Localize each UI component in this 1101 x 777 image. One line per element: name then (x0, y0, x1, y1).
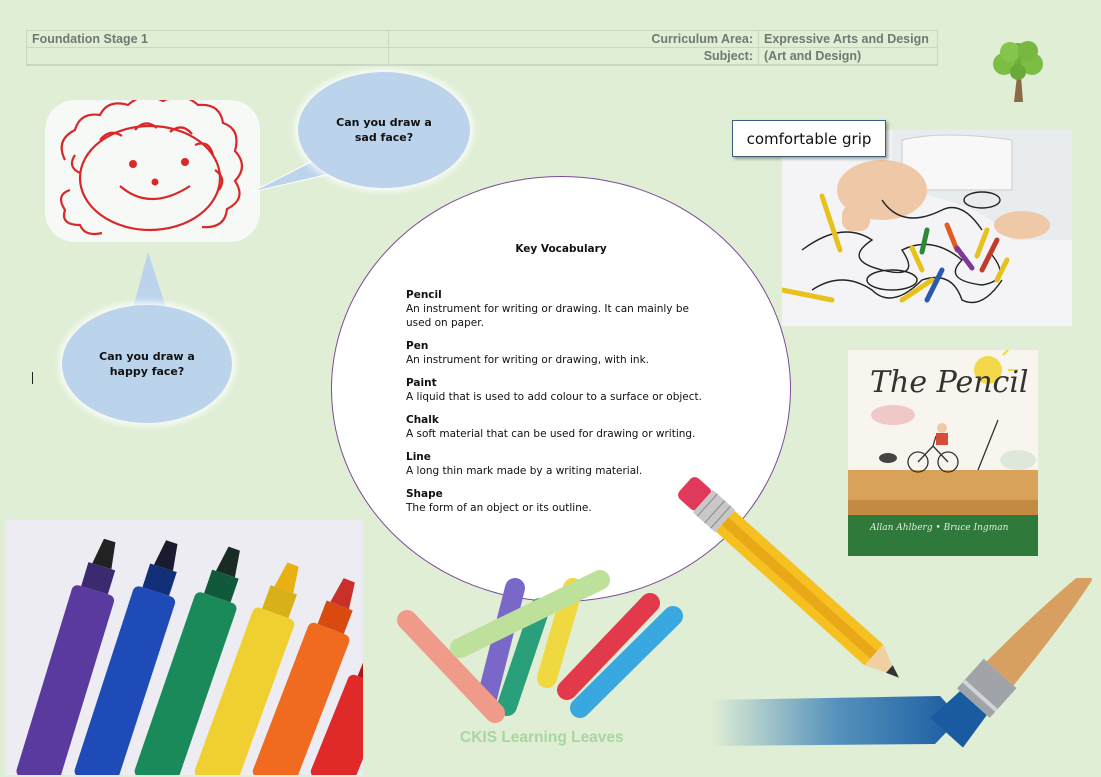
vocab-definition: An instrument for writing or drawing. It can mainly be used on paper. (406, 303, 689, 329)
header-table (26, 30, 938, 66)
vocab-entry (406, 450, 706, 478)
curriculum-value: Expressive Arts and Design (759, 31, 937, 48)
vocabulary-title: Key Vocabulary (515, 243, 607, 255)
vocab-entry (406, 413, 706, 441)
markers-photo (5, 520, 363, 775)
sad-face-bubble (298, 72, 470, 188)
vocab-definition: The form of an object or its outline. (406, 502, 592, 514)
stage-cell: Foundation Stage 1 (27, 31, 389, 48)
vocab-term: Paint (406, 377, 437, 389)
vocab-term: Pen (406, 340, 429, 352)
vocab-term: Line (406, 451, 431, 463)
svg-text:The Pencil: The Pencil (870, 365, 1029, 400)
vocab-term: Pencil (406, 289, 442, 301)
paintbrush (710, 578, 1100, 748)
vocab-term: Shape (406, 488, 443, 500)
empty-cell (27, 48, 389, 65)
sad-face-question: Can you draw a sad face? (336, 116, 432, 144)
vocab-entry (406, 339, 706, 367)
subject-label: Subject: (389, 48, 759, 65)
vocab-definition: An instrument for writing or drawing, with ink. (406, 354, 649, 366)
tree-icon (984, 38, 1052, 104)
comfortable-grip-callout: comfortable grip (732, 120, 886, 157)
curriculum-label: Curriculum Area: (389, 31, 759, 48)
subject-value: (Art and Design) (759, 48, 937, 65)
happy-face-bubble (62, 305, 232, 423)
footer-brand: CKIS Learning Leaves (460, 729, 624, 746)
vocab-entry (406, 376, 706, 404)
vocab-entry (406, 487, 706, 515)
vocab-definition: A liquid that is used to add colour to a surface or object. (406, 391, 702, 403)
chalk-sticks (395, 568, 685, 728)
vocab-term: Chalk (406, 414, 439, 426)
text-cursor (32, 372, 33, 384)
vocab-definition: A soft material that can be used for drawing or writing. (406, 428, 696, 440)
crayon-photo (782, 130, 1072, 326)
happy-face-question: Can you draw a happy face? (99, 350, 195, 378)
vocab-definition: A long thin mark made by a writing material. (406, 465, 643, 477)
book-authors: Allan Ahlberg • Bruce Ingman (870, 523, 1009, 533)
vocab-entry (406, 288, 706, 330)
vocabulary-list (406, 288, 706, 524)
face-drawing (45, 100, 260, 242)
